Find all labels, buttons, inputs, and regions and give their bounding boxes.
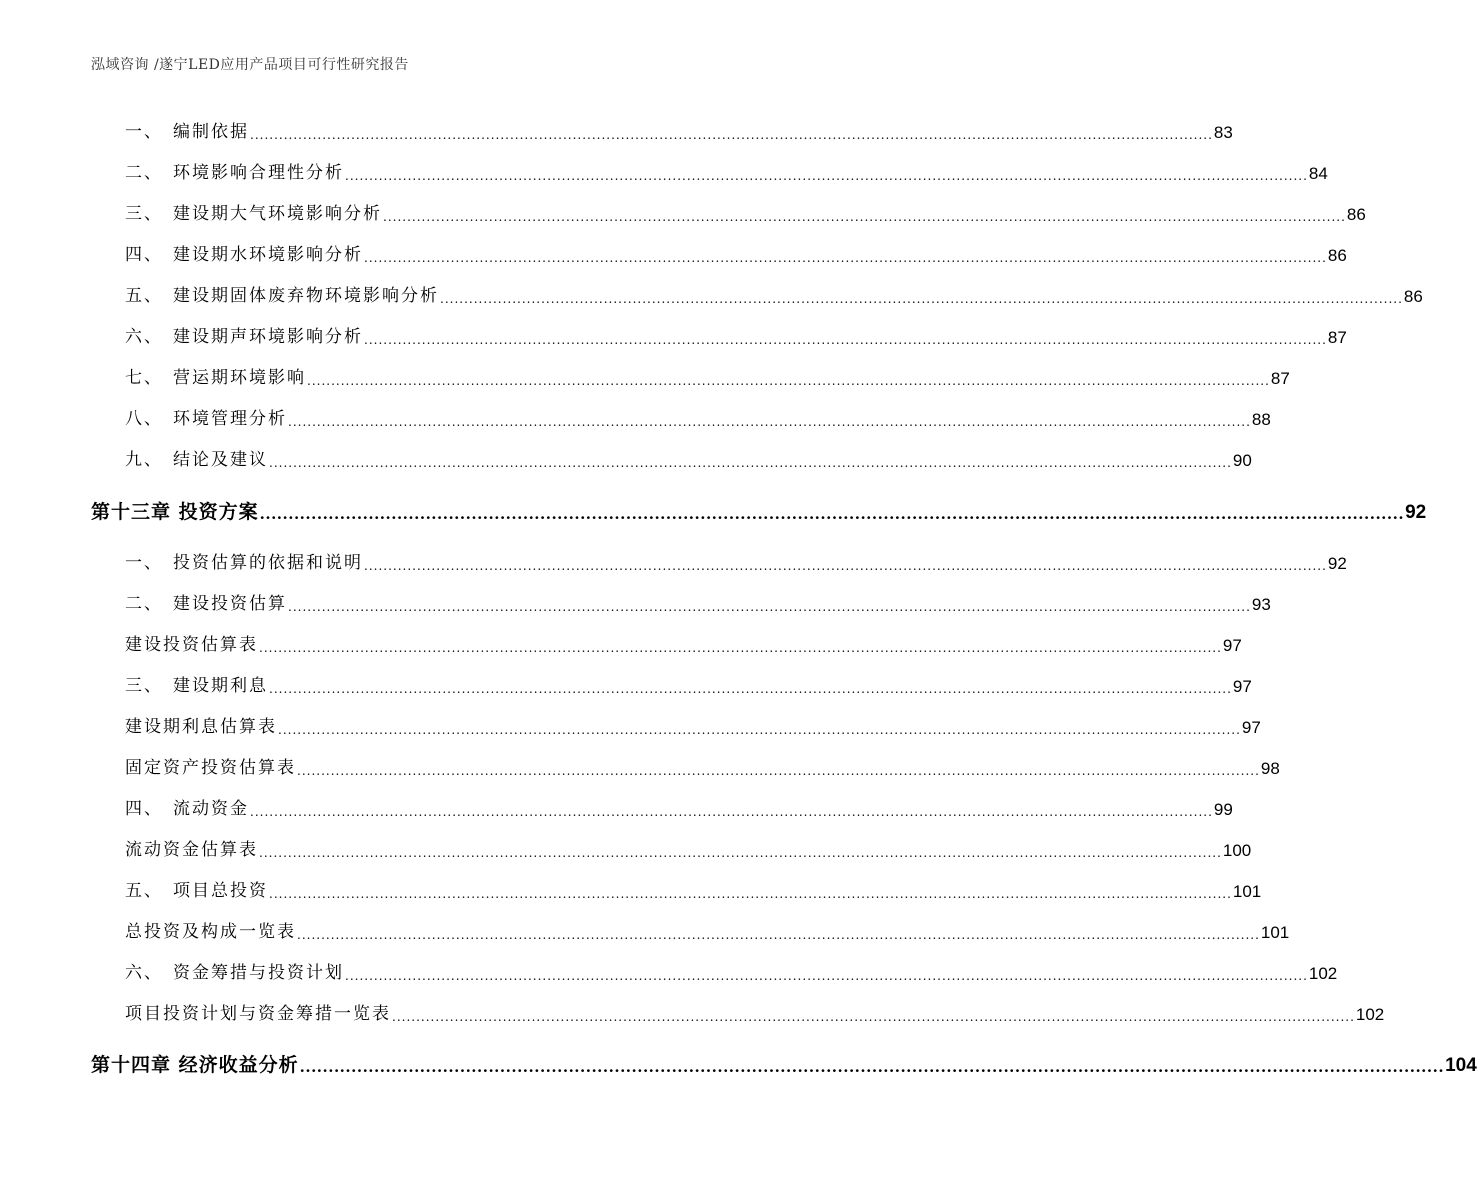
toc-page-number: 98 <box>1260 759 1280 778</box>
leader-dots: ........................................................................................................................................................................................................ <box>392 1010 1355 1024</box>
toc-entry[interactable] <box>125 122 1233 142</box>
toc-entry-label: 五、 项目总投资 <box>125 881 268 901</box>
toc-page-number: 101 <box>1260 923 1290 942</box>
toc-page-number: 102 <box>1355 1005 1385 1024</box>
toc-entry-label: 一、 投资估算的依据和说明 <box>125 553 363 573</box>
toc-page-number: 104 <box>1445 1055 1477 1076</box>
running-header: 泓域咨询 /遂宁LED应用产品项目可行性研究报告 <box>91 57 409 73</box>
toc-entry-label: 一、 编制依据 <box>125 122 249 142</box>
leader-dots: ........................................................................................................................................................................................................ <box>288 415 1251 429</box>
toc-entry[interactable] <box>125 553 1347 573</box>
toc-page-number: 101 <box>1232 882 1262 901</box>
toc-page-number: 97 <box>1241 718 1261 737</box>
toc-page-number: 99 <box>1213 800 1233 819</box>
toc-entry[interactable] <box>125 594 1271 614</box>
leader-dots: ........................................................................................................................................................................................................ <box>364 333 1327 347</box>
toc-entry[interactable] <box>125 799 1233 819</box>
toc-entry[interactable] <box>125 327 1347 347</box>
toc-entry[interactable] <box>125 409 1271 429</box>
toc-entry[interactable] <box>125 450 1252 470</box>
toc-entry-label: 建设投资估算表 <box>125 635 258 655</box>
toc-entry[interactable] <box>125 922 1290 942</box>
leader-dots: ........................................................................................................................................................................................................ <box>383 210 1346 224</box>
leader-dots: ........................................................................................................................................................................................................ <box>250 128 1213 142</box>
toc-entry[interactable] <box>125 676 1252 696</box>
toc-entry-label: 七、 营运期环境影响 <box>125 368 306 388</box>
toc-entry-label: 总投资及构成一览表 <box>125 922 296 942</box>
toc-entry[interactable] <box>125 840 1252 860</box>
leader-dots: ........................................................................................................................................................................................................ <box>259 846 1222 860</box>
toc-entry-label: 四、 建设期水环境影响分析 <box>125 245 363 265</box>
toc-page-number: 86 <box>1403 287 1423 306</box>
toc-entry-label: 三、 建设期利息 <box>125 676 268 696</box>
toc-page-number: 100 <box>1222 841 1252 860</box>
leader-dots: ........................................................................................................................................................................................................ <box>297 764 1260 778</box>
leader-dots: ........................................................................................................................................................................................................ <box>250 805 1213 819</box>
leader-dots: ........................................................................................................................................................................................................ <box>259 505 1405 523</box>
toc-entry[interactable] <box>125 245 1347 265</box>
toc-page-number: 93 <box>1251 595 1271 614</box>
toc-chapter-entry[interactable] <box>91 501 1427 523</box>
toc-entry[interactable] <box>125 717 1261 737</box>
toc-page-number: 97 <box>1222 636 1242 655</box>
toc-entry-label: 二、 建设投资估算 <box>125 594 287 614</box>
toc-entry[interactable] <box>125 881 1262 901</box>
toc-page-number: 86 <box>1327 246 1347 265</box>
leader-dots: ........................................................................................................................................................................................................ <box>440 292 1403 306</box>
toc-page-number: 83 <box>1213 123 1233 142</box>
leader-dots: ........................................................................................................................................................................................................ <box>259 641 1222 655</box>
toc-entry[interactable] <box>125 635 1242 655</box>
toc-entry[interactable] <box>125 368 1290 388</box>
leader-dots: ........................................................................................................................................................................................................ <box>345 169 1308 183</box>
toc-entry[interactable] <box>125 204 1366 224</box>
toc-chapter-entry[interactable] <box>91 1054 1477 1076</box>
toc-entry-label: 八、 环境管理分析 <box>125 409 287 429</box>
toc-entry[interactable] <box>125 963 1338 983</box>
toc-page-number: 87 <box>1327 328 1347 347</box>
toc-entry-label: 六、 资金筹措与投资计划 <box>125 963 344 983</box>
leader-dots: ........................................................................................................................................................................................................ <box>345 969 1308 983</box>
toc-page-number: 97 <box>1232 677 1252 696</box>
toc-entry[interactable] <box>125 1004 1385 1024</box>
toc-entry-label: 六、 建设期声环境影响分析 <box>125 327 363 347</box>
toc-entry-label: 二、 环境影响合理性分析 <box>125 163 344 183</box>
toc-chapter-label: 第十四章 经济收益分析 <box>91 1054 299 1076</box>
toc-page-number: 86 <box>1346 205 1366 224</box>
toc-entry-label: 流动资金估算表 <box>125 840 258 860</box>
leader-dots: ........................................................................................................................................................................................................ <box>364 251 1327 265</box>
leader-dots: ........................................................................................................................................................................................................ <box>269 887 1232 901</box>
leader-dots: ........................................................................................................................................................................................................ <box>299 1058 1445 1076</box>
leader-dots: ........................................................................................................................................................................................................ <box>364 559 1327 573</box>
toc-page-number: 92 <box>1405 502 1427 523</box>
leader-dots: ........................................................................................................................................................................................................ <box>269 456 1232 470</box>
toc-page-number: 90 <box>1232 451 1252 470</box>
toc-chapter-label: 第十三章 投资方案 <box>91 501 259 523</box>
toc-page-number: 102 <box>1308 964 1338 983</box>
toc-entry[interactable] <box>125 286 1423 306</box>
toc-entry-label: 四、 流动资金 <box>125 799 249 819</box>
toc-entry-label: 三、 建设期大气环境影响分析 <box>125 204 382 224</box>
toc-entry-label: 九、 结论及建议 <box>125 450 268 470</box>
leader-dots: ........................................................................................................................................................................................................ <box>288 600 1251 614</box>
toc-entry-label: 项目投资计划与资金筹措一览表 <box>125 1004 391 1024</box>
toc-entry[interactable] <box>125 758 1280 778</box>
toc-page-number: 87 <box>1270 369 1290 388</box>
toc-entry-label: 建设期利息估算表 <box>125 717 277 737</box>
leader-dots: ........................................................................................................................................................................................................ <box>278 723 1241 737</box>
leader-dots: ........................................................................................................................................................................................................ <box>297 928 1260 942</box>
toc-entry-label: 五、 建设期固体废弃物环境影响分析 <box>125 286 439 306</box>
toc-entry-label: 固定资产投资估算表 <box>125 758 296 778</box>
toc-page-number: 84 <box>1308 164 1328 183</box>
leader-dots: ........................................................................................................................................................................................................ <box>269 682 1232 696</box>
toc-page-number: 92 <box>1327 554 1347 573</box>
toc-page-number: 88 <box>1251 410 1271 429</box>
leader-dots: ........................................................................................................................................................................................................ <box>307 374 1270 388</box>
toc-entry[interactable] <box>125 163 1328 183</box>
